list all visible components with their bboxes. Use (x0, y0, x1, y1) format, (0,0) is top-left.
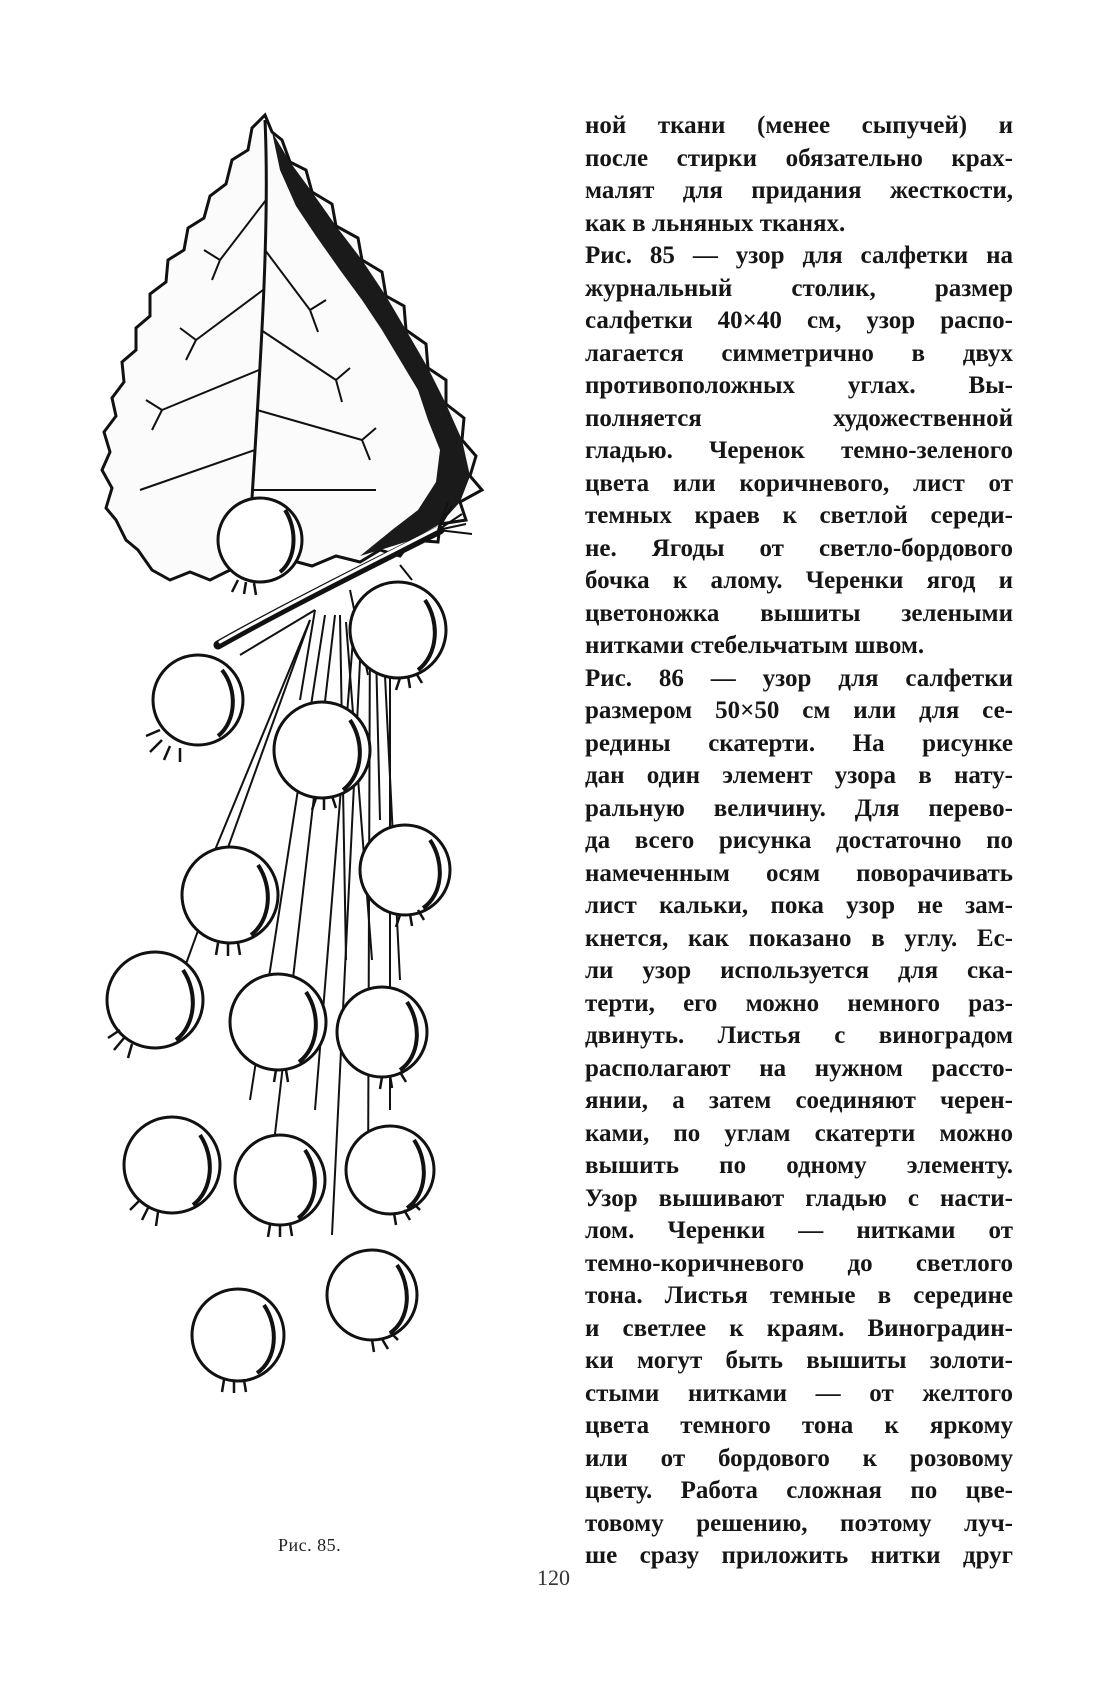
leaf (102, 115, 482, 580)
berry (153, 655, 243, 745)
text-line: цвету. Работа сложная по цве- (585, 1477, 1013, 1504)
berry (230, 974, 326, 1070)
text-line: да всего рисунка достаточно по (585, 827, 1013, 854)
berry (346, 1126, 434, 1214)
text-line: цветоножка вышиты зелеными (585, 599, 1013, 627)
text-line: терти, его можно немного раз- (585, 989, 1013, 1017)
text-line: и светлее к краям. Виноградин- (585, 1314, 1013, 1342)
berry (327, 1250, 417, 1340)
text-line: противоположных углах. Вы- (585, 372, 1013, 399)
text-line: салфетки 40×40 см, узор распо- (585, 307, 1013, 334)
text-line: лагается симметрично в двух (585, 339, 1013, 367)
text-line: вышить по одному элементу. (585, 1152, 1013, 1179)
body-text (585, 110, 1013, 1573)
text-line: темных краев к светлой середи- (585, 502, 1013, 529)
text-line: Узор вышивают гладью с насти- (585, 1184, 1013, 1212)
text-line: ральную величину. Для перево- (585, 794, 1013, 822)
text-line: кнется, как показано в углу. Ес- (585, 924, 1013, 952)
berry (124, 1117, 220, 1213)
text-line: ше сразу приложить нитки друг (585, 1542, 1013, 1569)
text-line: Рис. 86 — узор для салфетки (585, 664, 1013, 692)
text-line: как в льняных тканях. (585, 209, 846, 237)
berry (235, 1135, 325, 1225)
berry (182, 847, 278, 943)
text-line: не. Ягоды от светло-бордового (585, 534, 1013, 562)
berry (218, 498, 302, 582)
text-line: гладью. Черенок темно-зеленого (585, 437, 1013, 464)
berry (360, 825, 450, 915)
text-line: дан один элемент узора в нату- (585, 762, 1013, 789)
text-line: ками, по углам скатерти можно (585, 1119, 1013, 1147)
text-line: ли узор используется для ска- (585, 957, 1013, 984)
text-line: после стирки обязательно крах- (585, 144, 1013, 172)
text-line: редины скатерти. На рисунке (585, 729, 1013, 757)
text-line: журнальный столик, размер (585, 274, 1013, 302)
text-line: лист кальки, пока узор не зам- (585, 892, 1013, 919)
text-line: цвета темного тона к яркому (585, 1412, 1013, 1439)
text-line: Рис. 85 — узор для салфетки на (585, 242, 1013, 269)
text-line: лом. Черенки — нитками от (585, 1217, 1013, 1244)
berry (274, 702, 370, 798)
text-line: янии, а затем соединяют черен- (585, 1087, 1013, 1114)
text-line: темно-коричневого до светлого (585, 1249, 1013, 1277)
berry-leaf-illustration (100, 110, 520, 1530)
text-line: стыми нитками — от желтого (585, 1379, 1013, 1407)
text-line: полняется художественной (585, 404, 1013, 432)
text-line: ки могут быть вышиты золоти- (585, 1347, 1013, 1374)
text-line: малят для придания жесткости, (585, 177, 1013, 204)
berry (350, 582, 446, 678)
figure-caption: Рис. 85. (278, 1535, 342, 1555)
berry (107, 952, 203, 1048)
page-number: 120 (537, 1565, 570, 1590)
text-line: тона. Листья темные в середине (585, 1282, 1013, 1309)
text-line: намеченным осям поворачивать (585, 859, 1013, 887)
text-line: или от бордового к розовому (585, 1444, 1013, 1472)
berry (192, 1289, 284, 1381)
text-line: цвета или коричневого, лист от (585, 469, 1013, 497)
text-line: бочка к алому. Черенки ягод и (585, 567, 1013, 594)
text-line: товому решению, поэтому луч- (585, 1509, 1013, 1537)
text-line: ной ткани (менее сыпучей) и (585, 112, 1013, 139)
text-line: размером 50×50 см или для се- (585, 697, 1013, 724)
text-line: располагают на нужном рассто- (585, 1054, 1013, 1082)
berry (337, 987, 427, 1077)
text-line: нитками стебельчатым швом. (585, 632, 925, 659)
text-line: двинуть. Листья с виноградом (585, 1022, 1013, 1049)
